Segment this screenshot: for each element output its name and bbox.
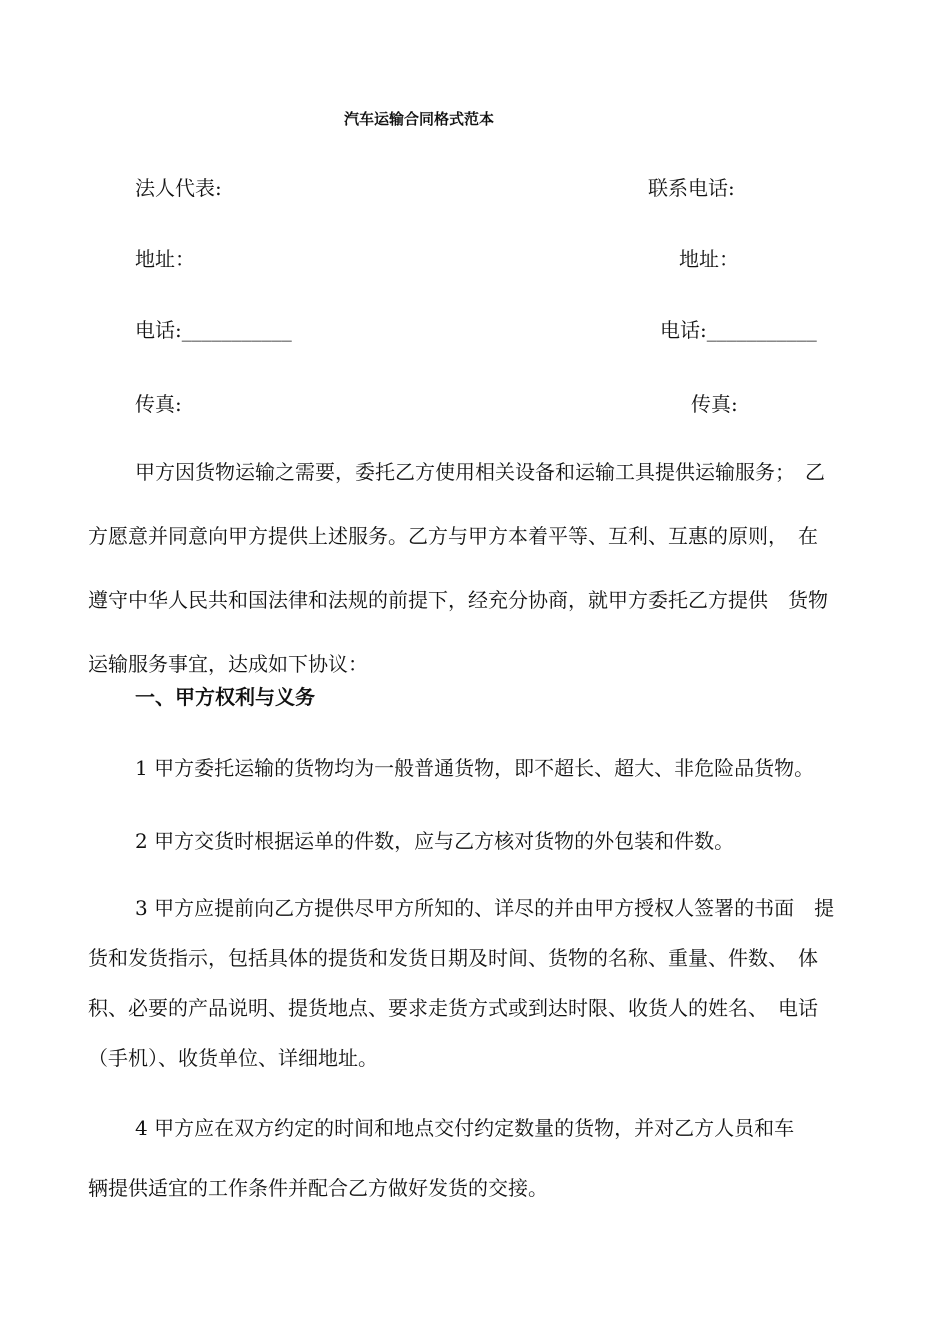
fax-left-label: 传真:: [135, 392, 182, 416]
section-heading: 一、甲方权利与义务: [135, 685, 315, 709]
clause-3-line: 3 甲方应提前向乙方提供尽甲方所知的、详尽的并由甲方授权人签署的书面 提: [135, 896, 835, 920]
clause-4-line: 辆提供适宜的工作条件并配合乙方做好发货的交接。: [88, 1176, 548, 1200]
document-title: 汽车运输合同格式范本: [344, 110, 495, 128]
clause-4-line: 4 甲方应在双方约定的时间和地点交付约定数量的货物，并对乙方人员和车: [135, 1116, 795, 1140]
intro-line: 运输服务事宜，达成如下协议：: [88, 652, 368, 676]
intro-line: 遵守中华人民共和国法律和法规的前提下，经充分协商，就甲方委托乙方提供 货物: [88, 588, 828, 612]
address-right-label: 地址：: [679, 247, 739, 271]
legal-rep-label: 法人代表:: [135, 176, 222, 200]
address-left-label: 地址：: [135, 247, 195, 271]
intro-paragraph: [88, 451, 873, 685]
clause-4: [88, 1107, 873, 1209]
intro-line: 甲方因货物运输之需要，委托乙方使用相关设备和运输工具提供运输服务； 乙: [135, 460, 825, 484]
clause-2: 2 甲方交货时根据运单的件数，应与乙方核对货物的外包装和件数。: [135, 829, 735, 853]
phone-right-label: 电话:___________: [660, 318, 817, 342]
clause-3: [88, 887, 873, 1079]
clause-3-line: （手机）、收货单位、详细地址。: [88, 1046, 378, 1070]
contact-phone-label: 联系电话:: [648, 176, 735, 200]
intro-line: 方愿意并同意向甲方提供上述服务。乙方与甲方本着平等、互利、互惠的原则， 在: [88, 524, 818, 548]
clause-3-line: 货和发货指示，包括具体的提货和发货日期及时间、货物的名称、重量、件数、 体: [88, 946, 818, 970]
clause-3-line: 积、必要的产品说明、提货地点、要求走货方式或到达时限、收货人的姓名、 电话: [88, 996, 818, 1020]
clause-1: 1 甲方委托运输的货物均为一般普通货物，即不超长、超大、非危险品货物。: [135, 756, 815, 780]
fax-right-label: 传真:: [691, 392, 738, 416]
phone-left-label: 电话:___________: [135, 318, 292, 342]
